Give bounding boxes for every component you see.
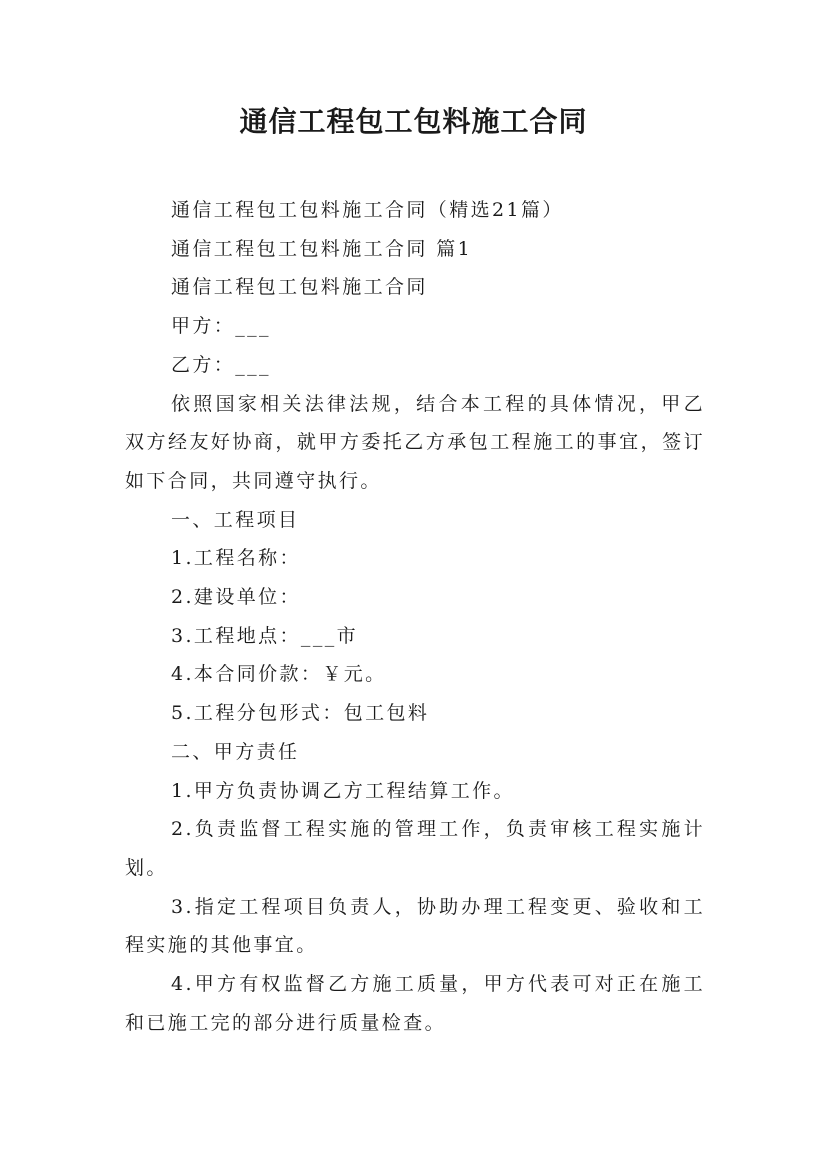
paragraph-heading-project: 一、工程项目	[171, 508, 300, 531]
paragraph-party-a: 甲方：___	[171, 315, 271, 338]
paragraph-contract-name: 通信工程包工包料施工合同	[171, 276, 428, 299]
paragraph-duty-4: 4.甲方有权监督乙方施工质量，甲方代表可对正在施工和已施工完的部分进行质量检查。	[125, 973, 705, 1034]
paragraph-subcontract-form: 5.工程分包形式：包工包料	[171, 702, 430, 725]
paragraph-project-name: 1.工程名称：	[171, 547, 301, 570]
paragraph-party-b: 乙方：___	[171, 353, 271, 376]
paragraph-section-heading: 通信工程包工包料施工合同 篇1	[171, 237, 473, 260]
paragraph-builder: 2.建设单位：	[171, 586, 301, 609]
paragraph-preamble: 依照国家相关法律法规，结合本工程的具体情况，甲乙双方经友好协商，就甲方委托乙方承包工程施工的事宜，签订如下合同，共同遵守执行。	[125, 392, 705, 492]
paragraph-subtitle: 通信工程包工包料施工合同（精选21篇）	[171, 199, 564, 221]
document-body	[125, 191, 705, 1042]
paragraph-heading-party-a-duties: 二、甲方责任	[171, 740, 300, 763]
paragraph-duty-3: 3.指定工程项目负责人，协助办理工程变更、验收和工程实施的其他事宜。	[125, 895, 705, 957]
document-title: 通信工程包工包料施工合同	[239, 105, 588, 138]
paragraph-price: 4.本合同价款：￥元。	[171, 663, 387, 686]
paragraph-duty-2: 2.负责监督工程实施的管理工作，负责审核工程实施计划。	[125, 818, 705, 879]
paragraph-location: 3.工程地点：___市	[171, 624, 359, 647]
paragraph-duty-1: 1.甲方负责协调乙方工程结算工作。	[171, 779, 515, 802]
